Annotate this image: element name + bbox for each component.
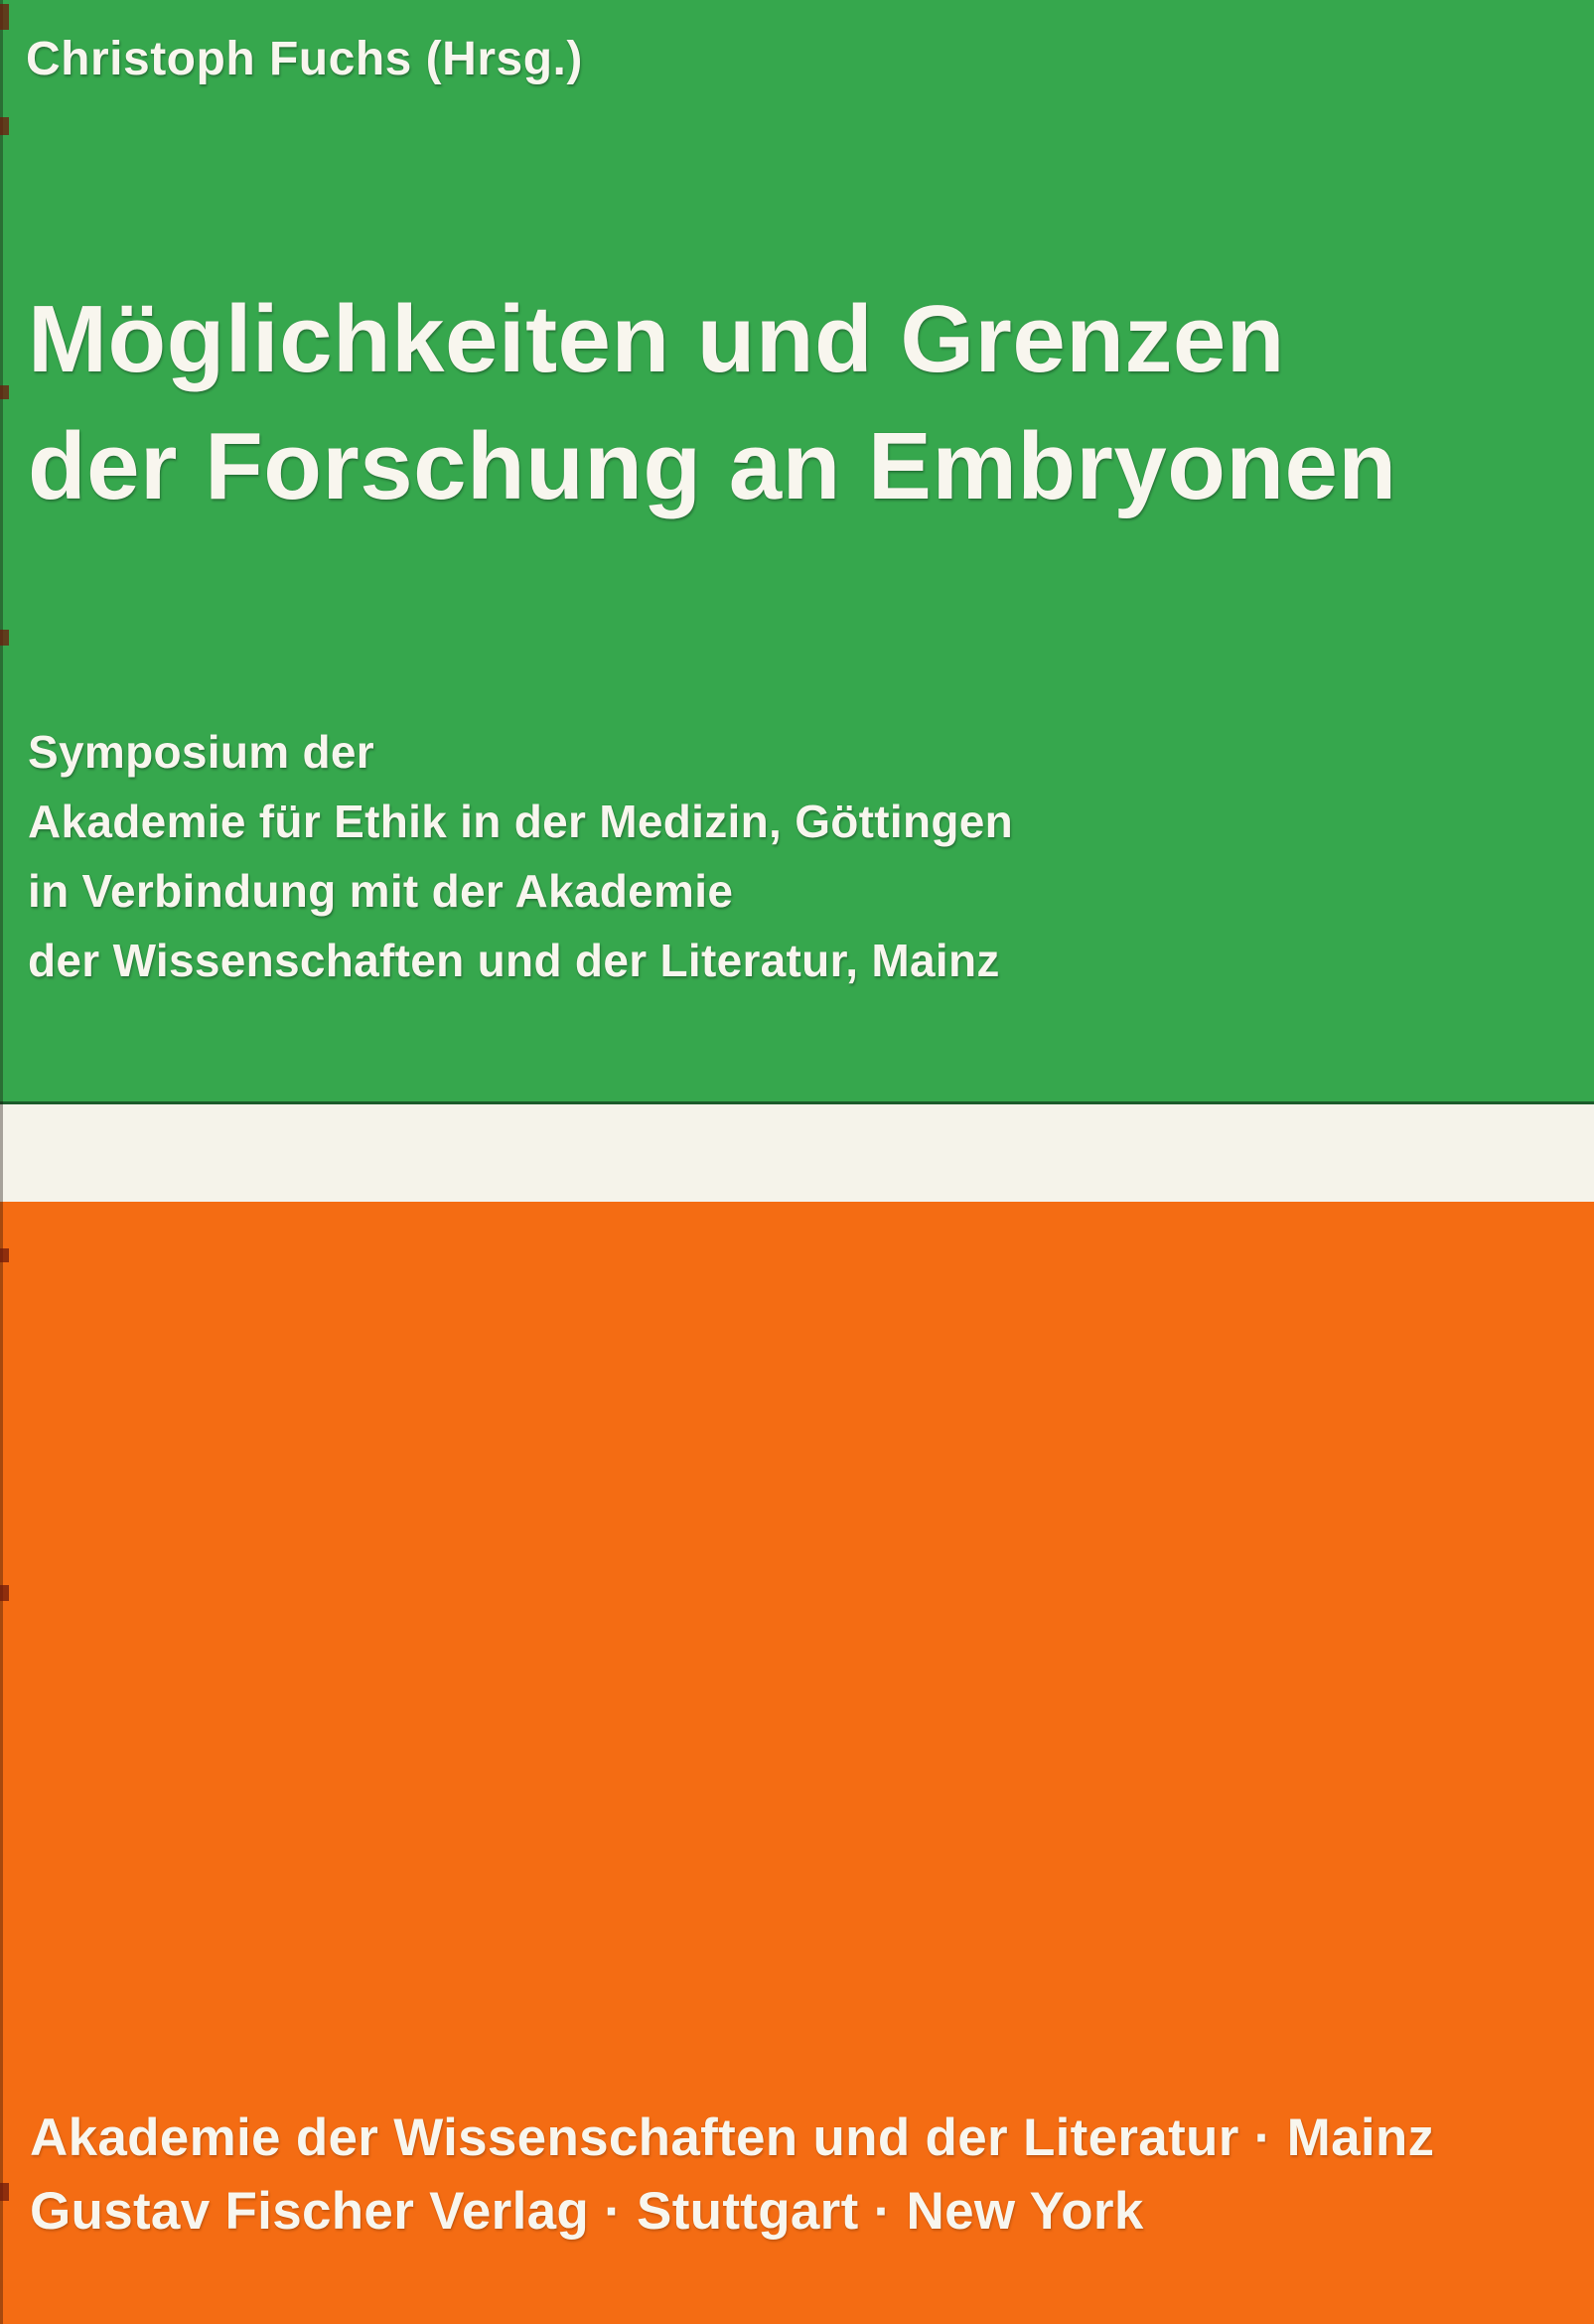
scan-speck <box>0 630 9 646</box>
subtitle-line-4: der Wissenschaften und der Literatur, Mainz <box>28 935 1000 986</box>
scan-speck <box>0 2183 9 2201</box>
publisher-imprint <box>30 2102 1434 2249</box>
white-stripe <box>0 1104 1594 1202</box>
subtitle-line-2: Akademie für Ethik in der Medizin, Göttingen <box>28 796 1014 847</box>
scan-speck <box>0 385 9 399</box>
publisher-line-2: Gustav Fischer Verlag · Stuttgart · New York <box>30 2182 1144 2241</box>
symposium-subtitle <box>28 717 1013 995</box>
scan-speck <box>0 1585 9 1601</box>
scan-speck <box>0 1248 9 1262</box>
title-line-1: Möglichkeiten und Grenzen <box>28 286 1285 392</box>
author-line: Christoph Fuchs (Hrsg.) <box>26 33 583 85</box>
scan-speck <box>0 4 9 30</box>
subtitle-line-3: in Verbindung mit der Akademie <box>28 865 734 917</box>
book-title <box>28 276 1397 530</box>
scan-edge-strip <box>0 0 3 2324</box>
scan-speck <box>0 117 9 135</box>
publisher-line-1: Akademie der Wissenschaften und der Literatur · Mainz <box>30 2108 1435 2167</box>
subtitle-line-1: Symposium der <box>28 726 374 778</box>
title-line-2: der Forschung an Embryonen <box>28 413 1397 519</box>
